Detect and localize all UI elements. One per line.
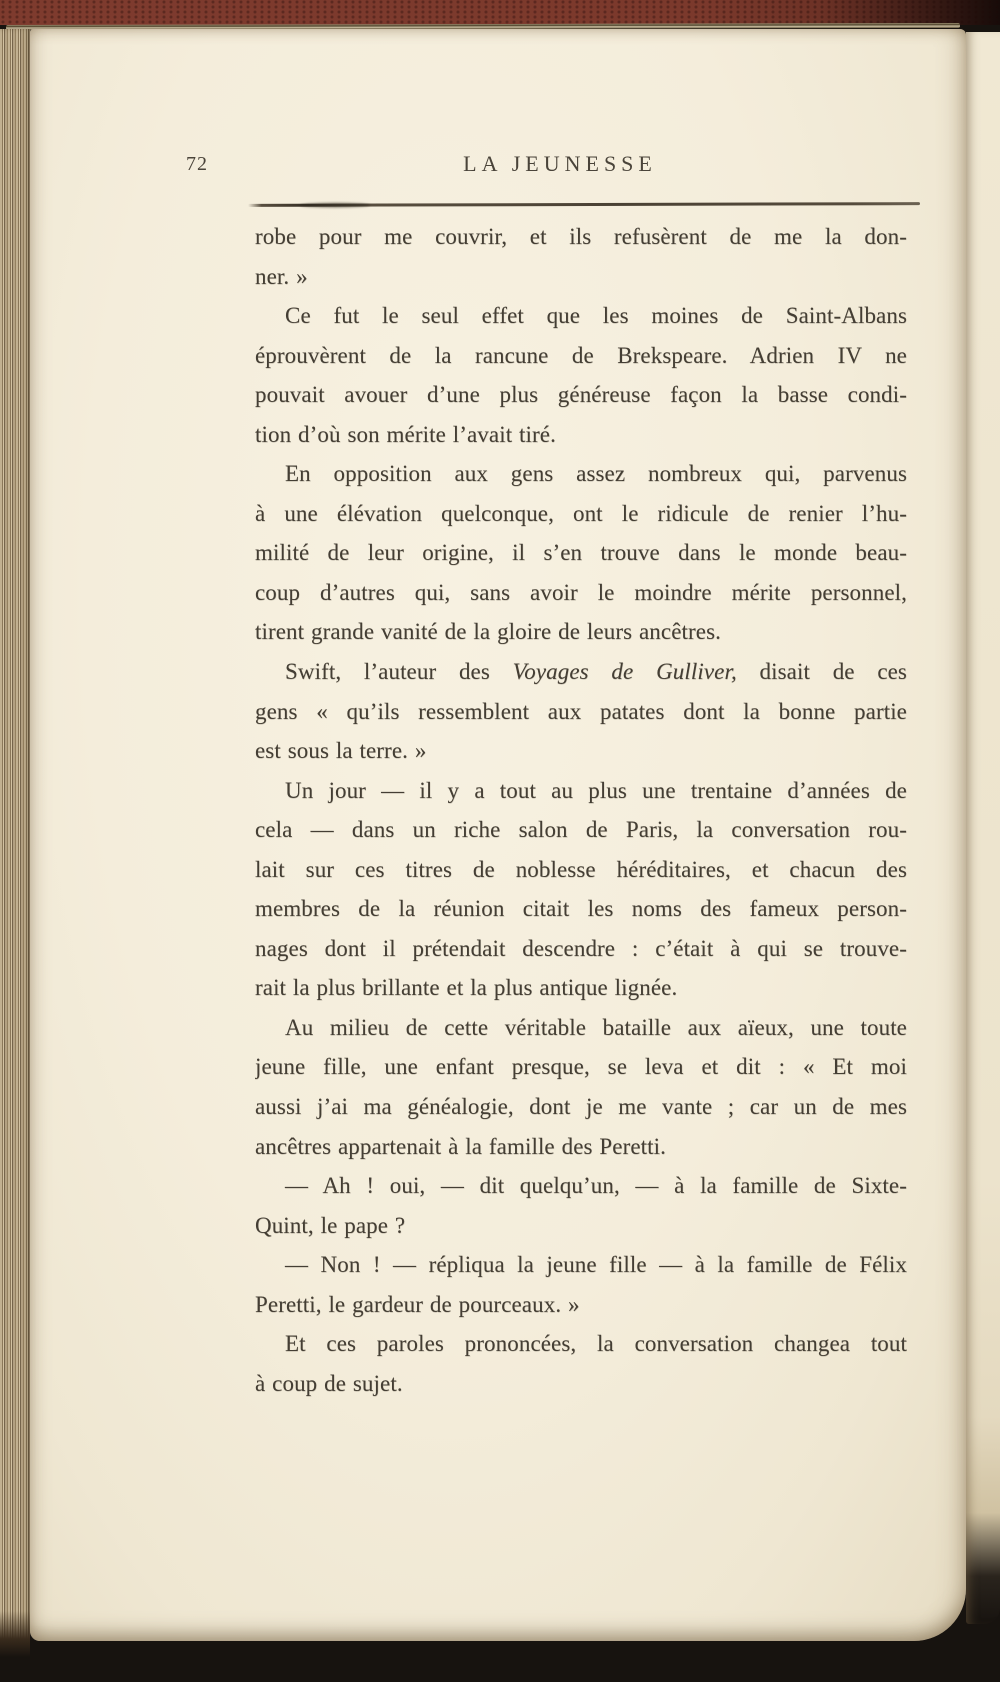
text-segment: jeune fille, une enfant presque, se leva et dit : « Et moi — [255, 1054, 907, 1080]
text-line — [255, 217, 907, 257]
text-segment: membres de la réunion citait les noms des fameux person- — [255, 896, 907, 922]
text-line — [255, 692, 907, 732]
text-segment: robe pour me couvrir, et ils refusèrent de me la don- — [255, 224, 907, 249]
text-line — [255, 1206, 907, 1246]
text-segment: cela — dans un riche salon de Paris, la conversation rou- — [255, 817, 907, 843]
text-segment: En opposition aux gens assez nombreux qui, parvenus — [285, 461, 907, 487]
text-segment: gens « qu’ils ressemblent aux patates dont la bonne partie — [255, 698, 907, 724]
text-line — [255, 929, 907, 969]
text-line — [255, 652, 907, 692]
text-segment: à coup de sujet. — [255, 1370, 403, 1396]
text-line — [255, 1047, 907, 1087]
text-segment: — Ah ! oui, — dit quelqu’un, — à la famille de Sixte- — [285, 1173, 907, 1199]
text-line — [255, 454, 907, 494]
text-segment: pouvait avouer d’une plus généreuse façon la basse condi- — [255, 382, 907, 408]
text-line — [255, 1324, 907, 1364]
text-segment: disait de ces — [736, 659, 907, 685]
text-line — [255, 296, 907, 336]
page-surface — [30, 29, 966, 1641]
text-line — [255, 573, 907, 613]
text-segment: tion d’où son mérite l’avait tiré. — [255, 421, 556, 447]
text-line — [255, 336, 907, 376]
running-title: LA JEUNESSE — [463, 151, 657, 176]
page-edge-stack — [0, 29, 30, 1657]
text-line — [255, 494, 907, 534]
text-segment: nages dont il prétendait descendre : c’était à qui se trouve- — [255, 935, 907, 961]
next-page-edge — [966, 32, 1000, 1624]
header-rule — [248, 202, 920, 207]
text-segment: Au milieu de cette véritable bataille aux aïeux, une toute — [285, 1014, 907, 1040]
text-line — [255, 850, 907, 890]
text-segment: Swift, l’auteur des — [285, 659, 513, 685]
text-segment: Quint, le pape ? — [255, 1212, 406, 1238]
text-segment: ancêtres appartenait à la famille des Peretti. — [255, 1133, 666, 1159]
text-segment: à une élévation quelconque, ont le ridicule de renier l’hu- — [255, 500, 907, 526]
text-segment: — Non ! — répliqua la jeune fille — à la famille de Félix — [285, 1252, 907, 1278]
text-line — [255, 1364, 907, 1404]
text-segment: Un jour — il y a tout au plus une trentaine d’années de — [285, 777, 907, 803]
text-line — [255, 771, 907, 811]
text-segment: Peretti, le gardeur de pourceaux. » — [255, 1291, 580, 1317]
text-segment: aussi j’ai ma généalogie, dont je me vante ; car un de mes — [255, 1094, 907, 1120]
text-line — [255, 968, 907, 1008]
text-block — [255, 217, 907, 1403]
text-segment: est sous la terre. » — [255, 738, 427, 764]
text-line — [255, 889, 907, 929]
text-segment: rait la plus brillante et la plus antique lignée. — [255, 975, 678, 1001]
text-segment: éprouvèrent de la rancune de Brekspeare. Adrien IV ne — [255, 342, 907, 368]
text-line — [255, 1245, 907, 1285]
text-segment: coup d’autres qui, sans avoir le moindre mérite personnel, — [255, 579, 907, 605]
text-segment: tirent grande vanité de la gloire de leurs ancêtres. — [255, 619, 721, 645]
page-number: 72 — [186, 153, 208, 175]
text-line — [255, 257, 907, 297]
text-segment: Et ces paroles prononcées, la conversation changea tout — [285, 1331, 907, 1357]
text-line — [255, 731, 907, 771]
text-line — [255, 1127, 907, 1167]
text-line — [255, 1087, 907, 1127]
text-segment: milité de leur origine, il s’en trouve dans le monde beau- — [255, 540, 907, 566]
text-segment: ner. » — [255, 263, 308, 289]
text-segment: lait sur ces titres de noblesse héréditaires, et chacun des — [255, 856, 907, 882]
text-line — [255, 1285, 907, 1325]
text-line — [255, 810, 907, 850]
text-line — [255, 1166, 907, 1206]
text-line — [255, 1008, 907, 1048]
text-line — [255, 533, 907, 573]
text-line — [255, 375, 907, 415]
text-segment: Ce fut le seul effet que les moines de Saint-Albans — [285, 303, 907, 329]
italic-text-segment: Voyages de Gulliver, — [512, 659, 737, 685]
text-line — [255, 612, 907, 652]
book-cover-band — [0, 0, 1000, 25]
text-line — [255, 415, 907, 455]
